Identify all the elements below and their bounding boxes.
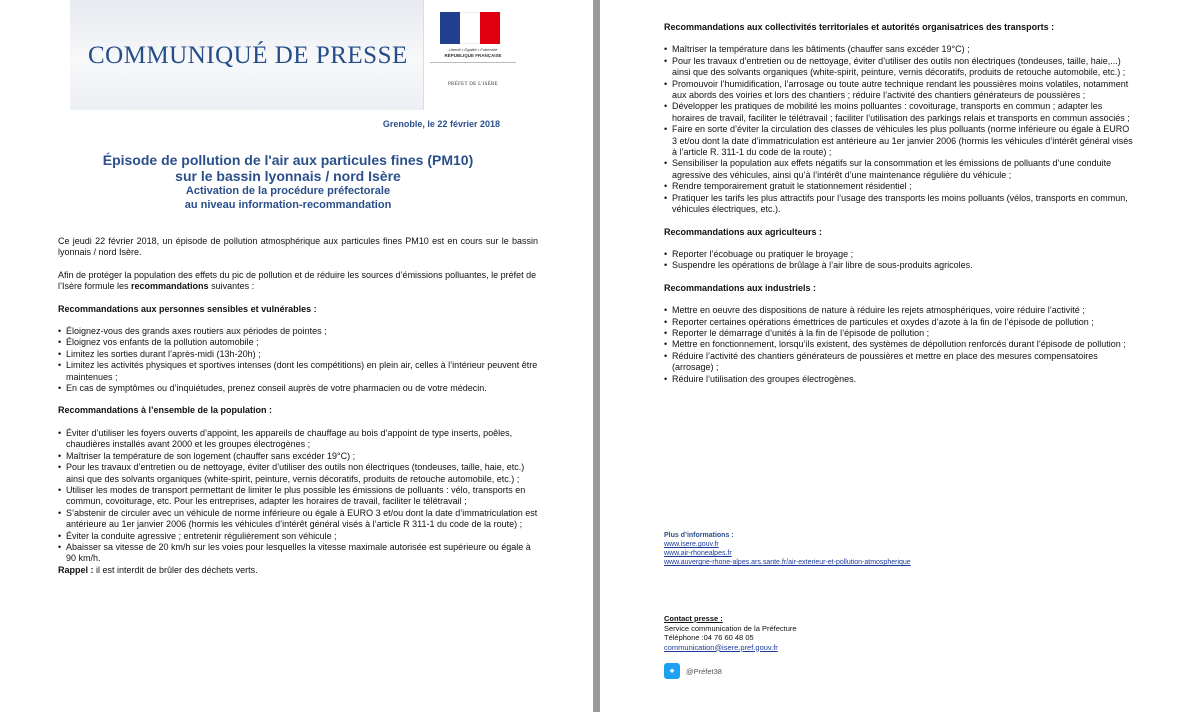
list-collectivities [664,44,1134,215]
contact-service: Service communication de la Préfecture [664,623,797,633]
title-line-4: au niveau information-recommandation [184,199,392,211]
more-info-block [664,531,911,567]
list-item: • Abaisser sa vitesse de 20 km/h sur les voies pour lesquelles la vitesse maximale autorisée est supérieure ou égale à 90 km/h. [58,542,538,565]
list-item: • Maîtriser la température dans les bâtiments (chauffer sans excéder 19°C) ; [664,44,1134,55]
banner-title: COMMUNIQUÉ DE PRESSE [88,42,408,69]
list-item: • Sensibiliser la population aux effets négatifs sur la consommation et les émissions de polluants d’une conduite agressive des véhicules, ainsi qu’à l’intérêt d’une maintenance régulière du véhicule ; [664,158,1134,181]
contact-phone: Téléphone :04 76 60 48 05 [664,633,754,642]
document-title [58,152,518,212]
more-info-label: Plus d’informations : [664,532,734,539]
list-item: • Limitez les sorties durant l’après-midi (13h-20h) ; [58,349,538,360]
press-contact-block [664,614,797,652]
list-item: • Reporter le démarrage d’unités à la fin de l’épisode de pollution ; [664,328,1134,339]
title-line-2: sur le bassin lyonnais / nord Isère [175,168,401,184]
list-farmers [664,249,1134,272]
logo-motto: Liberté • Égalité • Fraternité [448,47,498,52]
intro-paragraph: Ce jeudi 22 février 2018, un épisode de pollution atmosphérique aux particules fines PM10 est en cours sur le bassin lyonnais / nord Isère. [58,236,538,258]
list-industrials [664,305,1134,385]
list-item: • Reporter certaines opérations émettrices de particules et oxydes d’azote à la fin de l’épisode de pollution ; [664,317,1134,328]
list-item: • Éviter d’utiliser les foyers ouverts d’appoint, les appareils de chauffage au bois d’appoint de type inserts, poêles, chaudières installés avant 2000 et les groupes électrogènes ; [58,428,538,451]
list-item: • Pour les travaux d’entretien ou de nettoyage, éviter d’utiliser des outils non électriques (tondeuses, taille, haie,...) ainsi que des solvants organiques (white-spirit, peinture, vernis décoratifs, produits de retouche automobile, etc.) ; [664,56,1134,79]
logo-divider [430,62,516,63]
heading-sensitive-people: Recommandations aux personnes sensibles et vulnérables : [58,303,317,314]
heading-industrials: Recommandations aux industriels : [664,282,817,293]
document-page-left [0,0,593,712]
list-item: • Maîtriser la température de son logement (chauffer sans excéder 19°C) ; [58,451,538,462]
prefecture-logo [423,0,521,110]
list-item: • Reporter l’écobuage ou pratiquer le broyage ; [664,249,1134,260]
list-item: • Suspendre les opérations de brûlage à l’air libre de sous-produits agricoles. [664,260,1134,271]
link-ars[interactable]: www.auvergne-rhone-alpes.ars.sante.fr/air-exterieur-et-pollution-atmospherique [664,559,911,566]
list-item: • Éloignez vos enfants de la pollution automobile ; [58,337,538,348]
list-item: • En cas de symptômes ou d’inquiétudes, prenez conseil auprès de votre pharmacien ou de votre médecin. [58,383,538,394]
list-item: • Réduire l’activité des chantiers générateurs de poussières et mettre en place des mesures compensatoires (arrosage) ; [664,351,1134,374]
list-item: • Éloignez-vous des grands axes routiers aux périodes de pointes ; [58,326,538,337]
list-item: • Mettre en fonctionnement, lorsqu’ils existent, des systèmes de dépollution renforcés durant l’épisode de pollution ; [664,339,1134,350]
list-general-population [58,428,538,565]
list-item: • Rendre temporairement gratuit le stationnement résidentiel ; [664,181,1134,192]
title-line-3: Activation de la procédure préfectorale [185,185,391,197]
heading-collectivities: Recommandations aux collectivités territoriales et autorités organisatrices des transports : [664,22,1055,32]
list-item: • Promouvoir l’humidification, l’arrosage ou toute autre technique rendant les poussières moins volatiles, notamment aux abords des voiries et lors des chantiers ; réduire l’activité des chantiers générateurs de poussières ; [664,79,1134,102]
twitter-icon[interactable]: ✦ [664,663,680,679]
link-air-rhonealpes[interactable]: www.air-rhonealpes.fr [664,550,732,557]
list-item: • Mettre en oeuvre des dispositions de nature à réduire les rejets atmosphériques, voire réduire l’activité ; [664,305,1134,316]
twitter-block[interactable] [664,663,722,679]
logo-prefet: PRÉFET DE L'ISÈRE [447,82,499,87]
heading-farmers: Recommandations aux agriculteurs : [664,226,823,237]
list-item: • Pratiquer les tarifs les plus attractifs pour l’usage des transports les moins polluants (vélos, transports en commun, véhicules électriques, etc.). [664,193,1134,216]
contact-label: Contact presse : [664,614,723,623]
heading-general-population: Recommandations à l’ensemble de la population : [58,405,273,416]
header-banner [70,0,520,110]
title-line-1: Épisode de pollution de l'air aux particules fines (PM10) [102,152,474,168]
list-item: • Limitez les activités physiques et sportives intenses (dont les compétitions) en plein air, celles à l’intérieur peuvent être maintenues ; [58,360,538,383]
list-item: • Pour les travaux d’entretien ou de nettoyage, éviter d’utiliser des outils non électriques (tondeuses, taille, haie, etc.) ainsi que des solvants organiques (white-spirit, peinture, vernis décoratifs, produits de retouche automobile, etc.) ; [58,462,538,485]
twitter-handle[interactable]: @Préfet38 [686,666,722,676]
marianne-flag-icon [440,12,500,44]
link-isere[interactable]: www.isere.gouv.fr [664,541,719,548]
purpose-paragraph: Afin de protéger la population des effets du pic de pollution et de réduire les sources d’émissions polluantes, le préfet de l’Isère formule les recommandations suivantes : [58,269,537,292]
list-item: • S’abstenir de circuler avec un véhicule de norme inférieure ou égale à EURO 3 et/ou dont la date d’immatriculation est antérieure au 1er janvier 2006 (hormis les véhicules d’intérêt général visés à l’article R 311-1 du code de la route) ; [58,508,538,531]
contact-email-link[interactable]: communication@isere.pref.gouv.fr [664,642,778,652]
list-item: • Utiliser les modes de transport permettant de limiter le plus possible les émissions de polluants : vélo, transports en commun, covoiturage, etc. Pour les entreprises, adapter les horaires de travail, faciliter le télétravail ; [58,485,538,508]
list-item: • Réduire l’utilisation des groupes électrogènes. [664,374,1134,385]
dateline: Grenoble, le 22 février 2018 [382,119,500,129]
right-body [664,22,1134,385]
logo-republique: RÉPUBLIQUE FRANÇAISE [444,53,502,58]
left-body [58,236,538,576]
list-item: • Éviter la conduite agressive ; entretenir régulièrement son véhicule ; [58,531,538,542]
list-sensitive-people [58,326,538,394]
page-divider [593,0,600,712]
list-item: • Développer les pratiques de mobilité les moins polluantes : covoiturage, transports en commun ; adapter les horaires de travail, faciliter le télétravail ; faciliter l’utilisation des parkings relais et transports en commun associés ; [664,101,1134,124]
list-item: • Faire en sorte d’éviter la circulation des classes de véhicules les plus polluants (norme inférieure ou égale à EURO 3 et/ou dont la date d’immatriculation est antérieure au 1er janvier 2006 (hormis les véhicules d’intérêt général visés à l’article R. 311-1 du code de la route) ; [664,124,1134,158]
rappel-note: Rappel : il est interdit de brûler des déchets verts. [58,564,258,575]
